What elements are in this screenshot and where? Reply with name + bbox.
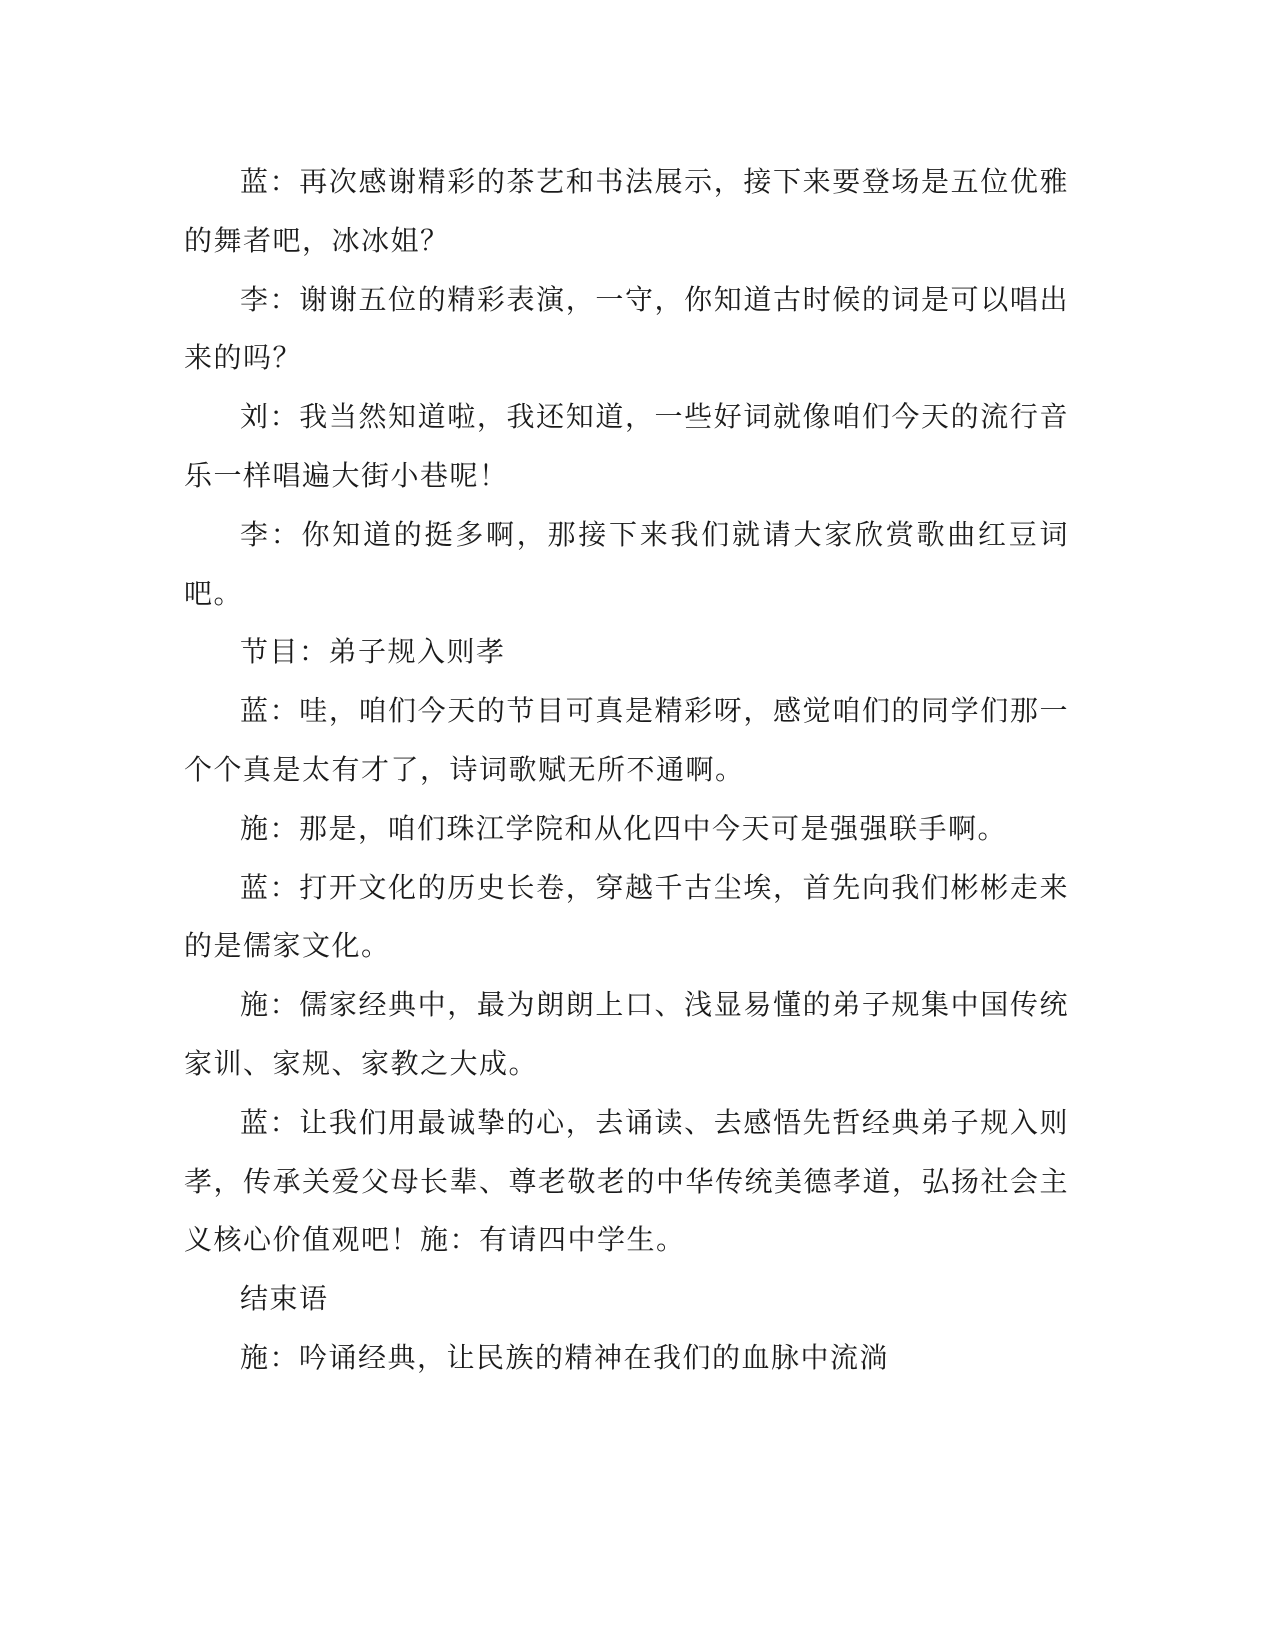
paragraph-10: 蓝：让我们用最诚挚的心，去诵读、去感悟先哲经典弟子规入则孝，传承关爱父母长辈、尊老敬老的中华传统美德孝道，弘扬社会主义核心价值观吧！施：有请四中学生。 [184,1105,1070,1257]
document-body [184,153,1069,1388]
paragraph-7: 施：那是，咱们珠江学院和从化四中今天可是强强联手啊。 [240,811,1008,845]
program-heading: 节目：弟子规入则孝 [240,635,506,669]
paragraph-4: 李：你知道的挺多啊，那接下来我们就请大家欣赏歌曲红豆词吧。 [184,517,1069,610]
paragraph-6: 蓝：哇，咱们今天的节目可真是精彩呀，感觉咱们的同学们那一个个真是太有才了，诗词歌赋无所不通啊。 [184,694,1069,786]
closing-heading: 结束语 [240,1282,329,1316]
paragraph-2: 李：谢谢五位的精彩表演，一守，你知道古时候的词是可以唱出来的吗？ [184,282,1069,375]
paragraph-1: 蓝：再次感谢精彩的茶艺和书法展示，接下来要登场是五位优雅的舞者吧，冰冰姐？ [184,165,1069,257]
paragraph-3: 刘：我当然知道啦，我还知道，一些好词就像咱们今天的流行音乐一样唱遍大街小巷呢！ [184,400,1069,492]
paragraph-8: 蓝：打开文化的历史长卷，穿越千古尘埃，首先向我们彬彬走来的是儒家文化。 [184,870,1069,963]
paragraph-9: 施：儒家经典中，最为朗朗上口、浅显易懂的弟子规集中国传统家训、家规、家教之大成。 [184,988,1069,1080]
paragraph-12: 施：吟诵经典，让民族的精神在我们的血脉中流淌 [240,1340,890,1374]
